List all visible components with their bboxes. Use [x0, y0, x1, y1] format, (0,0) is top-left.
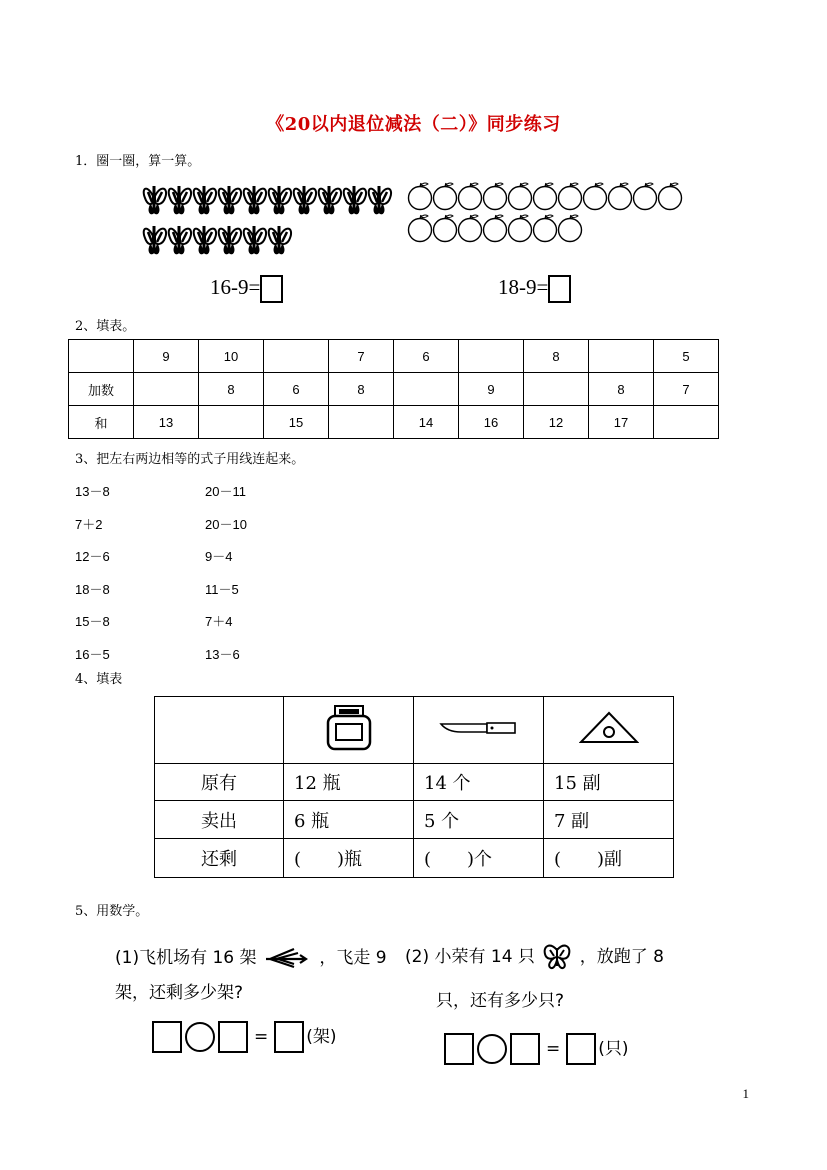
table-cell [414, 697, 544, 764]
q1-equation-left [210, 275, 283, 303]
unit-label: (架) [306, 1027, 337, 1047]
table-cell[interactable] [264, 340, 329, 373]
problem-text: ，放跑了 8 [579, 947, 664, 967]
table-cell[interactable] [394, 373, 459, 406]
table-cell: 和 [69, 406, 134, 439]
table-cell[interactable]: 10 [199, 340, 264, 373]
table-cell[interactable]: 8 [329, 373, 394, 406]
table-row [155, 764, 674, 801]
butterfly-icon [542, 944, 572, 970]
set-square-icon [579, 711, 639, 745]
table-cell: 5 个 [414, 801, 544, 839]
q2-heading: 2、填表。 [75, 319, 136, 334]
right-expression[interactable]: 20－10 [205, 516, 247, 532]
table-cell[interactable]: 15 [264, 406, 329, 439]
table-cell[interactable]: 16 [459, 406, 524, 439]
table-cell[interactable]: 8 [589, 373, 654, 406]
q5-problem-1-equation [152, 1021, 337, 1053]
left-expression[interactable]: 13－8 [75, 484, 110, 499]
q5-problem-1-line-1 [115, 943, 387, 969]
table-cell: 6 瓶 [284, 801, 414, 839]
table-cell[interactable]: 7 [329, 340, 394, 373]
q5-problem-2-line-1 [405, 942, 664, 970]
unit-label: (只) [598, 1039, 629, 1059]
answer-box[interactable] [444, 1033, 474, 1065]
table-cell[interactable] [199, 406, 264, 439]
equals-sign: = [546, 1039, 561, 1059]
answer-box[interactable] [274, 1021, 304, 1053]
table-cell[interactable] [69, 340, 134, 373]
answer-box[interactable] [510, 1033, 540, 1065]
table-cell[interactable]: 8 [524, 340, 589, 373]
airplane-icon [264, 947, 312, 969]
table-row [69, 373, 719, 406]
table-cell[interactable] [134, 373, 199, 406]
q5-heading: 5、用数学。 [75, 904, 149, 919]
q4-heading: 4、填表 [75, 672, 123, 687]
answer-box[interactable] [548, 275, 571, 303]
right-expression[interactable]: 9－4 [205, 549, 233, 564]
table-cell[interactable]: 12 [524, 406, 589, 439]
apples-group [409, 183, 682, 242]
q3-right-column [205, 481, 247, 676]
table-cell[interactable]: 14 [394, 406, 459, 439]
table-header-row [155, 697, 674, 764]
table-row [69, 340, 719, 373]
answer-box[interactable] [260, 275, 283, 303]
table-cell[interactable]: 17 [589, 406, 654, 439]
right-expression[interactable]: 13－6 [205, 646, 240, 662]
problem-text: ，飞走 9 [319, 948, 387, 968]
table-cell[interactable] [589, 340, 654, 373]
right-expression[interactable]: 11－5 [205, 581, 239, 597]
left-expression[interactable]: 12－6 [75, 549, 110, 564]
table-row [155, 801, 674, 839]
equals-sign: = [254, 1027, 269, 1047]
operator-circle[interactable] [185, 1022, 215, 1052]
left-expression[interactable]: 7＋2 [75, 516, 103, 532]
ink-bottle-icon [324, 704, 374, 752]
q3-heading: 3、把左右两边相等的式子用线连起来。 [75, 452, 305, 467]
table-cell[interactable]: 6 [394, 340, 459, 373]
table-cell: 7 副 [544, 801, 674, 839]
left-expression[interactable]: 18－8 [75, 581, 110, 597]
table-cell[interactable]: 9 [134, 340, 199, 373]
problem-text: (1)飞机场有 16 架 [115, 948, 257, 968]
q5-problem-2-line-2: 只，还有多少只? [436, 991, 565, 1011]
table-cell [544, 697, 674, 764]
problem-text: (2) 小荣有 14 只 [405, 947, 535, 967]
table-cell[interactable] [654, 406, 719, 439]
answer-box[interactable] [566, 1033, 596, 1065]
answer-cell[interactable]: ( )瓶 [284, 839, 414, 878]
knife-icon [439, 718, 519, 738]
butterflies-group [144, 186, 391, 254]
table-row [69, 406, 719, 439]
q5-problem-1-line-2: 架，还剩多少架? [115, 983, 244, 1003]
table-cell: 加数 [69, 373, 134, 406]
table-cell [155, 697, 284, 764]
table-cell [284, 697, 414, 764]
table-cell[interactable]: 9 [459, 373, 524, 406]
q4-table [154, 696, 674, 878]
equation-text: 18-9= [498, 275, 549, 299]
table-cell[interactable] [459, 340, 524, 373]
q1-equation-right [498, 275, 571, 303]
answer-box[interactable] [218, 1021, 248, 1053]
table-cell[interactable] [329, 406, 394, 439]
answer-cell[interactable]: ( )副 [544, 839, 674, 878]
table-cell[interactable]: 13 [134, 406, 199, 439]
page-title: 《20以内退位减法（二）》同步练习 [266, 114, 561, 135]
answer-cell[interactable]: ( )个 [414, 839, 544, 878]
table-row [155, 839, 674, 878]
table-cell: 14 个 [414, 764, 544, 801]
table-cell[interactable]: 8 [199, 373, 264, 406]
table-cell[interactable]: 7 [654, 373, 719, 406]
row-label: 还剩 [155, 839, 284, 878]
left-expression[interactable]: 16－5 [75, 646, 110, 662]
q2-table [68, 339, 719, 439]
q3-left-column [75, 481, 110, 676]
right-expression[interactable]: 20－11 [205, 484, 246, 499]
right-expression[interactable]: 7＋4 [205, 614, 233, 629]
table-cell[interactable]: 6 [264, 373, 329, 406]
q1-picture [140, 178, 700, 258]
equation-text: 16-9= [210, 275, 261, 299]
q1-heading: 1．圈一圈，算一算。 [75, 154, 201, 169]
q5-problem-2-equation [444, 1033, 629, 1065]
row-label: 原有 [155, 764, 284, 801]
table-cell[interactable] [524, 373, 589, 406]
table-cell[interactable]: 5 [654, 340, 719, 373]
page-number: 1 [742, 1086, 749, 1101]
table-cell: 12 瓶 [284, 764, 414, 801]
operator-circle[interactable] [477, 1034, 507, 1064]
answer-box[interactable] [152, 1021, 182, 1053]
left-expression[interactable]: 15－8 [75, 614, 110, 629]
row-label: 卖出 [155, 801, 284, 839]
table-cell: 15 副 [544, 764, 674, 801]
